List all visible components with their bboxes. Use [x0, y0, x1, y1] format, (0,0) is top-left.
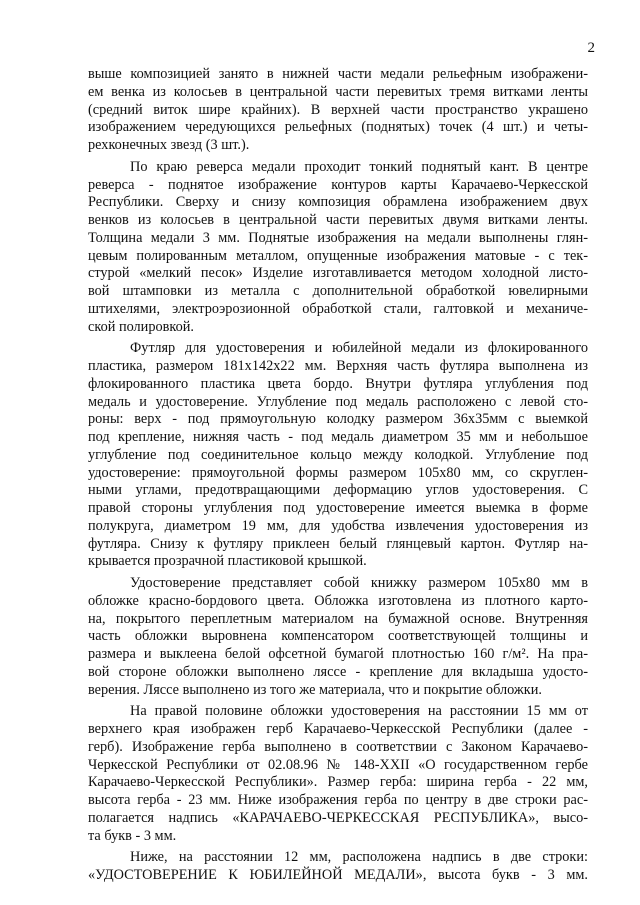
- document-body: [88, 66, 588, 885]
- text-line: На правой половине обложки удостоверения на расстоянии 15 мм от: [130, 703, 588, 720]
- text-line: флокированного пластика цвета бордо. Внутри футляра углубления под: [88, 375, 588, 392]
- text-line: Республики. Сверху и снизу композиция обрамлена изображением двух: [88, 194, 588, 211]
- text-line: герб). Изображение герба выполнено в соответствии с Законом Карачаево-: [88, 738, 588, 755]
- text-line: правой стороны углубления под удостоверение имеется выемка в форме: [88, 500, 588, 516]
- text-line: пластика, размером 181х142х22 мм. Верхняя часть футляра выполнена из: [88, 358, 588, 374]
- page-number: 2: [587, 40, 595, 56]
- text-line: на, покрытого переплетным материалом на бумажной основе. Внутренняя: [88, 610, 588, 627]
- text-line: обложке красно-бордового цвета. Обложка изготовлена из плотного карто-: [88, 592, 588, 609]
- text-line: изображением чередующихся рельефных (поднятых) точек (4 шт.) и четы-: [88, 119, 588, 136]
- text-line: цевым полированным металлом, опущенные изображения матовые - с тек-: [88, 247, 588, 264]
- paragraph: [88, 340, 588, 571]
- text-line: та букв - 3 мм.: [88, 827, 177, 844]
- text-line: вой стороне обложки выполнено ляссе - крепление для вкладыша удосто-: [88, 663, 588, 680]
- text-line: Ниже, на расстоянии 12 мм, расположена надпись в две строки:: [130, 849, 588, 866]
- text-line: высота герба - 23 мм. Ниже изображения герба по центру в две строки рас-: [88, 792, 588, 808]
- paragraph: [88, 575, 588, 699]
- text-line: (средний виток шире крайних). В верхней части пространство украшено: [88, 101, 588, 118]
- text-line: полагается надпись «КАРАЧАЕВО-ЧЕРКЕССКАЯ РЕСПУБЛИКА», высо-: [88, 809, 588, 826]
- text-line: под крепление, нижняя часть - под медаль диаметром 35 мм и небольшое: [88, 429, 588, 445]
- paragraph: [88, 159, 588, 337]
- text-line: удостоверение: прямоугольной формы размером 105х80 мм, со скруглен-: [88, 464, 588, 481]
- text-line: штихелями, электроэрозионной обработкой стали, галтовкой и механиче-: [88, 300, 588, 317]
- text-line: ской полировкой.: [88, 318, 194, 335]
- text-line: верхнего края изображен герб Карачаево-Черкесской Республики (далее -: [88, 721, 588, 737]
- text-line: выше композицией занято в нижней части медали рельефным изображени-: [88, 66, 588, 82]
- text-line: Удостоверение представляет собой книжку размером 105х80 мм в: [130, 575, 588, 591]
- text-line: ными углами, предотвращающими деформацию углов удостоверения. С: [88, 482, 588, 499]
- text-line: медаль и удостоверение. Углубление под медаль расположено с левой сто-: [88, 393, 588, 410]
- text-line: углубление под соединительное кольцо между колодкой. Углубление под: [88, 446, 588, 463]
- text-line: стурой «мелкий песок» Изделие изготавливается методом холодной листо-: [88, 265, 588, 282]
- text-line: полукруга, диаметром 19 мм, для удобства извлечения удостоверения из: [88, 517, 588, 534]
- text-line: вой штамповки из металла с дополнительной обработкой ювелирными: [88, 283, 588, 299]
- text-line: размера и выклеена белой офсетной бумагой плотностью 160 г/м². На пра-: [88, 646, 588, 662]
- text-line: роны: верх - под прямоугольную колодку размером 36х35мм с выемкой: [88, 411, 588, 428]
- text-line: Толщина медали 3 мм. Поднятые изображения на медали выполнены глян-: [88, 229, 588, 246]
- text-line: Черкесской Республики от 02.08.96 № 148-XXII «О государственном гербе: [88, 756, 588, 773]
- paragraph: [88, 66, 588, 155]
- text-line: По краю реверса медали проходит тонкий поднятый кант. В центре: [130, 158, 588, 175]
- text-line: часть обложки выровнена компенсатором соответствующей толщины и: [88, 628, 588, 645]
- text-line: реверса - поднятое изображение контуров карты Карачаево-Черкесской: [88, 176, 588, 193]
- paragraph: [88, 703, 588, 845]
- text-line: венков из колосьев в центральной части перевитых двумя витками ленты.: [88, 212, 588, 228]
- text-line: рехконечных звезд (3 шт.).: [88, 137, 250, 153]
- text-line: футляра. Снизу к футляру приклеен белый глянцевый картон. Футляр на-: [88, 535, 588, 552]
- text-line: ем венка из колосьев в центральной части перевитых тремя витками ленты: [88, 83, 588, 100]
- text-line: Карачаево-Черкесской Республики». Размер герба: ширина герба - 22 мм,: [88, 774, 588, 791]
- text-line: Футляр для удостоверения и юбилейной медали из флокированного: [130, 340, 588, 357]
- text-line: верения. Ляссе выполнено из того же материала, что и покрытие обложки.: [88, 681, 542, 698]
- text-line: «УДОСТОВЕРЕНИЕ К ЮБИЛЕЙНОЙ МЕДАЛИ», высота букв - 3 мм.: [88, 867, 588, 883]
- paragraph: [88, 849, 588, 885]
- text-line: крывается прозрачной пластиковой крышкой.: [88, 553, 367, 570]
